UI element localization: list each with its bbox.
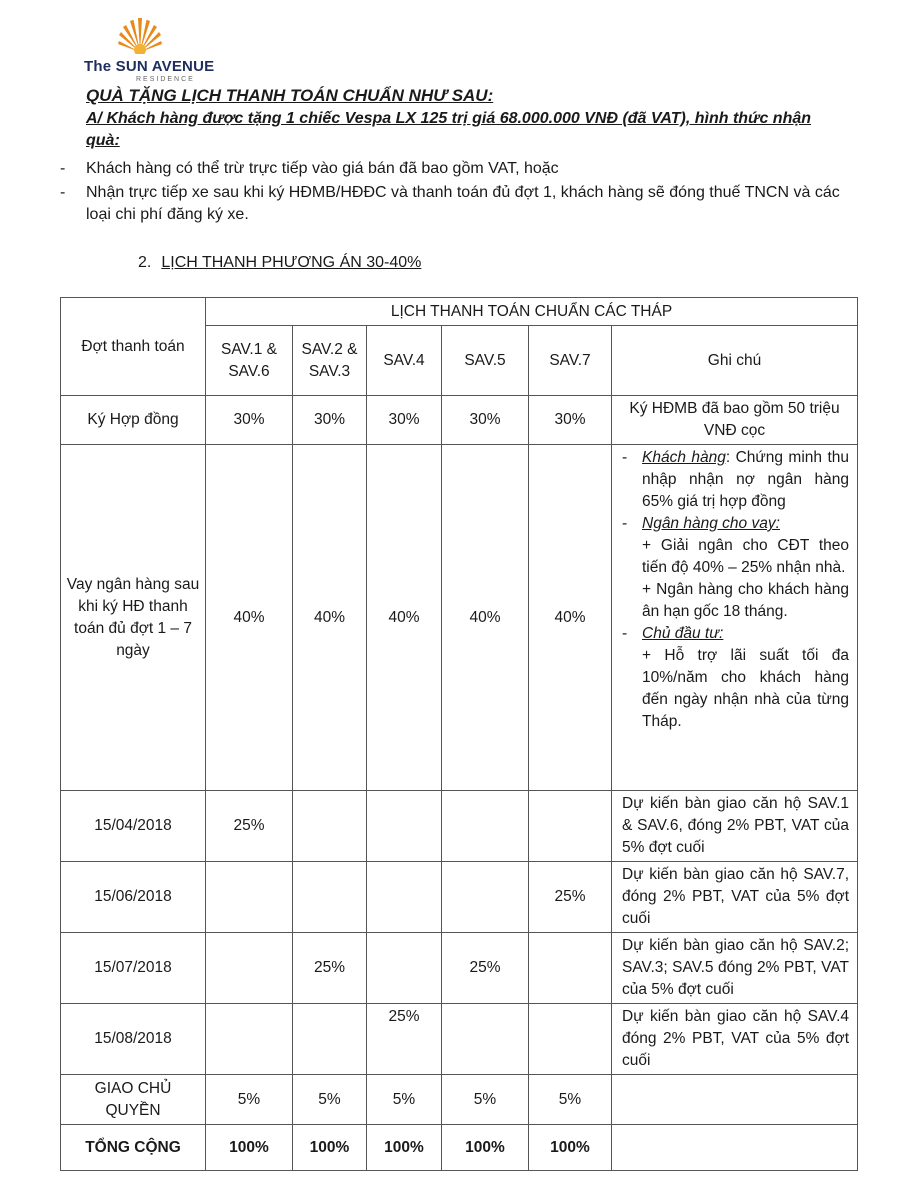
row-note: Dự kiến bàn giao căn hộ SAV.1 & SAV.6, đóng 2% PBT, VAT của 5% đợt cuối [612, 791, 858, 862]
logo [84, 12, 214, 84]
cell-value: 40% [442, 445, 529, 791]
cell-value [367, 933, 442, 1004]
cell-value [206, 862, 293, 933]
cell-value: 30% [206, 396, 293, 445]
cell-value [529, 1004, 612, 1075]
cell-value [442, 791, 529, 862]
header-tower: SAV.4 [367, 326, 442, 396]
cell-value [367, 791, 442, 862]
loan-note [612, 445, 858, 791]
gift-options-list [60, 158, 850, 228]
note-customer: - Khách hàng: Chứng minh thu nhập nhận nợ ngân hàng 65% giá trị hợp đồng [622, 449, 850, 510]
header-payment-phase: Đợt thanh toán [61, 298, 206, 396]
cell-value [529, 791, 612, 862]
header-tower: SAV.2 & SAV.3 [293, 326, 367, 396]
bullet-dash: - [60, 160, 66, 177]
cell-value [206, 1004, 293, 1075]
cell-value: 25% [442, 933, 529, 1004]
header-tower: SAV.5 [442, 326, 529, 396]
row-label: Vay ngân hàng sau khi ký HĐ thanh toán đủ đợt 1 – 7 ngày [61, 445, 206, 791]
table-row [61, 445, 858, 791]
gift-description: A/ Khách hàng được tặng 1 chiếc Vespa LX 125 trị giá 68.000.000 VNĐ (đã VAT), hình thức nhận quà: [86, 110, 812, 149]
note-dash: - [622, 515, 628, 532]
cell-value: 100% [442, 1125, 529, 1171]
header-tower: SAV.1 & SAV.6 [206, 326, 293, 396]
list-item: - Khách hàng có thể trừ trực tiếp vào giá bán đã bao gồm VAT, hoặc [60, 158, 850, 180]
table-row [61, 791, 858, 862]
row-label: TỔNG CỘNG [61, 1125, 206, 1171]
table-row [61, 933, 858, 1004]
cell-value: 25% [206, 791, 293, 862]
note-bank-item: + Ngân hàng cho khách hàng ân hạn gốc 18 tháng. [642, 581, 850, 620]
cell-value [442, 862, 529, 933]
row-note [612, 1075, 858, 1125]
cell-value: 40% [529, 445, 612, 791]
row-label: 15/06/2018 [61, 862, 206, 933]
cell-value: 5% [293, 1075, 367, 1125]
row-note [612, 1125, 858, 1171]
cell-value: 30% [529, 396, 612, 445]
row-note: Dự kiến bàn giao căn hộ SAV.7, đóng 2% PBT, VAT của 5% đợt cuối [612, 862, 858, 933]
table-total-row [61, 1125, 858, 1171]
cell-value [293, 1004, 367, 1075]
cell-value: 25% [367, 1004, 442, 1075]
note-bank: - Ngân hàng cho vay: [622, 513, 849, 535]
logo-subtitle: RESIDENCE [136, 76, 195, 83]
cell-value: 30% [442, 396, 529, 445]
row-note: Ký HĐMB đã bao gồm 50 triệu VNĐ cọc [612, 396, 858, 445]
table-row [61, 1004, 858, 1075]
table-row [61, 1075, 858, 1125]
cell-value [293, 862, 367, 933]
cell-value: 30% [367, 396, 442, 445]
section-title-text: LỊCH THANH PHƯƠNG ÁN 30-40% [161, 254, 422, 271]
cell-value [293, 791, 367, 862]
row-label: GIAO CHỦ QUYỀN [61, 1075, 206, 1125]
sun-logo-icon [118, 12, 162, 54]
list-item: - Nhận trực tiếp xe sau khi ký HĐMB/HĐĐC và thanh toán đủ đợt 1, khách hàng sẽ đóng thuế TNCN và các loại chi phí đăng ký xe. [60, 184, 840, 223]
cell-value [529, 933, 612, 1004]
cell-value [367, 862, 442, 933]
cell-value: 100% [367, 1125, 442, 1171]
row-label: 15/08/2018 [61, 1004, 206, 1075]
note-dash: - [622, 625, 628, 642]
header-note: Ghi chú [612, 326, 858, 396]
cell-value: 5% [442, 1075, 529, 1125]
cell-value: 40% [293, 445, 367, 791]
cell-value: 5% [206, 1075, 293, 1125]
cell-value [442, 1004, 529, 1075]
cell-value: 5% [529, 1075, 612, 1125]
table-header-row [61, 298, 858, 326]
cell-value: 25% [293, 933, 367, 1004]
note-investor: - Chủ đầu tư: [622, 623, 849, 645]
cell-value: 30% [293, 396, 367, 445]
cell-value [206, 933, 293, 1004]
cell-value: 5% [367, 1075, 442, 1125]
cell-value: 40% [206, 445, 293, 791]
row-label: 15/04/2018 [61, 791, 206, 862]
logo-brand: The SUN AVENUE [84, 58, 215, 75]
table-row [61, 396, 858, 445]
note-dash: - [622, 449, 628, 466]
note-investor-item: + Hỗ trợ lãi suất tối đa 10%/năm cho khách hàng đến ngày nhận nhà của từng Tháp. [642, 647, 850, 730]
row-note: Dự kiến bàn giao căn hộ SAV.2; SAV.3; SAV.5 đóng 2% PBT, VAT của 5% đợt cuối [612, 933, 858, 1004]
gift-heading: QUÀ TẶNG LỊCH THANH TOÁN CHUẨN NHƯ SAU: [86, 86, 494, 105]
note-bank-item: + Giải ngân cho CĐT theo tiến độ 40% – 25% nhận nhà. [642, 537, 850, 576]
header-tower: SAV.7 [529, 326, 612, 396]
row-label: 15/07/2018 [61, 933, 206, 1004]
cell-value: 100% [206, 1125, 293, 1171]
header-tower-schedule: LỊCH THANH TOÁN CHUẨN CÁC THÁP [206, 298, 858, 326]
row-label: Ký Hợp đồng [61, 396, 206, 445]
bullet-dash: - [60, 184, 66, 201]
cell-value: 100% [293, 1125, 367, 1171]
cell-value: 25% [529, 862, 612, 933]
section-number: 2. [138, 254, 152, 271]
cell-value: 100% [529, 1125, 612, 1171]
payment-schedule-table [60, 297, 858, 1171]
row-note: Dự kiến bàn giao căn hộ SAV.4 đóng 2% PBT, VAT của 5% đợt cuối [612, 1004, 858, 1075]
table-row [61, 862, 858, 933]
cell-value: 40% [367, 445, 442, 791]
section-title [138, 254, 421, 272]
